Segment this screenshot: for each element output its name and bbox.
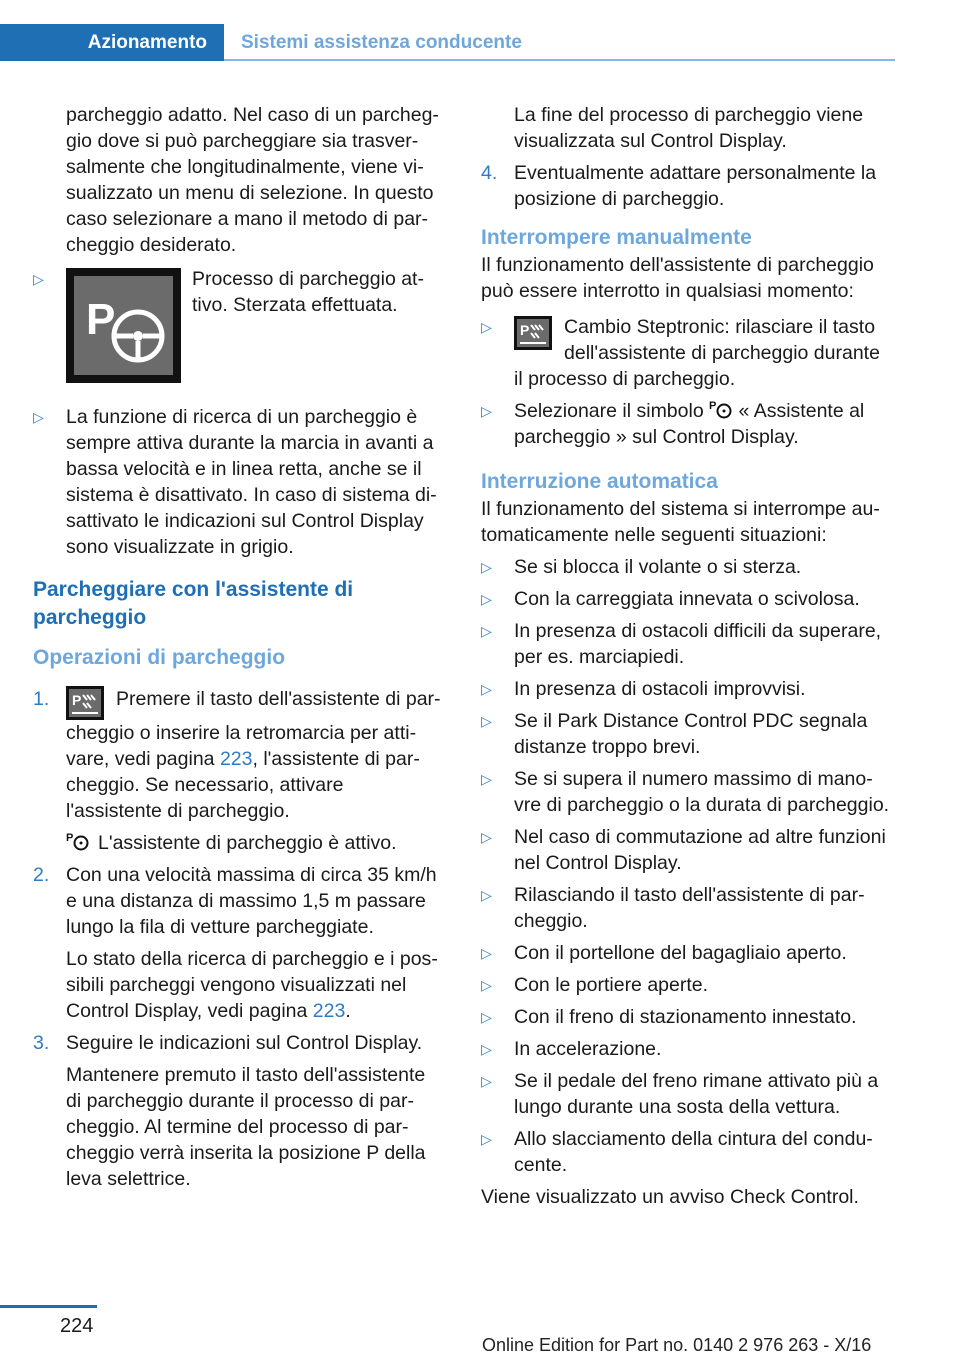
- svg-text:P: P: [86, 295, 116, 344]
- list-item: [33, 404, 443, 560]
- list-item: [481, 1126, 893, 1178]
- bullet-text: Processo di parcheggio attivo. Sterzata effettuata.: [192, 268, 424, 316]
- svg-text:P: P: [709, 400, 717, 412]
- page-link[interactable]: 223: [312, 1000, 346, 1022]
- step-number: 2.: [33, 864, 50, 886]
- list-item: [481, 766, 893, 818]
- list-item: [481, 554, 893, 580]
- step-3: [33, 1030, 443, 1192]
- bullet-icon: ▷: [481, 1041, 492, 1057]
- bullet-text: Allo slacciamento della cintura del conducente.: [514, 1128, 873, 1176]
- list-item: [481, 1068, 893, 1120]
- bullet-icon: ▷: [481, 591, 492, 607]
- bullet-icon: ▷: [481, 887, 492, 903]
- paragraph: Il funzionamento dell'assistente di parcheggio può essere interrotto in qualsiasi momento:: [481, 254, 874, 302]
- bullet-icon: ▷: [481, 319, 492, 335]
- section-heading: Parcheggiare con l'assistente di parcheggio: [33, 578, 354, 629]
- list-item: [481, 676, 893, 702]
- step-number: 4.: [481, 162, 498, 184]
- bullet-icon: ▷: [481, 1009, 492, 1025]
- bullet-text: Se si blocca il volante o si sterza.: [514, 556, 802, 578]
- bullet-icon: ▷: [481, 771, 492, 787]
- parking-steering-icon: [66, 268, 181, 383]
- svg-text:P: P: [72, 692, 82, 708]
- auto-interrupt-list: [481, 554, 893, 1178]
- edition-text: Online Edition for Part no. 0140 2 976 263 - X/16: [482, 1335, 872, 1355]
- paragraph: Il funzionamento del sistema si interrompe automaticamente nelle seguenti situazioni:: [481, 498, 880, 546]
- page-link[interactable]: 223: [219, 748, 253, 770]
- list-item: [481, 824, 893, 876]
- bullet-icon: ▷: [481, 1131, 492, 1147]
- step-text: P Premere il tasto dell'assistente di parcheggio o inserire la retromarcia per attivare, vedi pagina 223, l'assistente di parcheggio. Se necessario, attivare l'assistente di parcheggio.: [66, 688, 441, 822]
- step-text: Lo stato della ricerca di parcheggio e i possibili parcheggi vengono visualizzati nel Control Display, vedi pagina 223.: [66, 948, 438, 1022]
- list-item: [33, 266, 443, 402]
- step-number: 3.: [33, 1032, 50, 1054]
- step-text: Seguire le indicazioni sul Control Display.: [66, 1032, 423, 1054]
- right-column: [481, 102, 893, 1210]
- intro-paragraph: parcheggio adatto. Nel caso di un parcheggio dove si può parcheggiare sia trasversalmente che longitudinalmente, viene visualizzato un menu di selezione. In questo caso selezionare a mano il metodo di parcheggio desiderato.: [66, 104, 439, 256]
- continuation-text: La fine del processo di parcheggio viene visualizzata sul Control Display.: [514, 104, 864, 152]
- footer-rule: [0, 1305, 97, 1308]
- step-text: Con una velocità massima di circa 35 km/h e una distanza di massimo 1,5 m passare lungo la fila di vetture parcheggiate.: [66, 864, 437, 938]
- bullet-icon: ▷: [481, 623, 492, 639]
- bullet-text: Con la carreggiata innevata o scivolosa.: [514, 588, 860, 610]
- bullet-icon: ▷: [481, 559, 492, 575]
- step-number: 1.: [33, 688, 50, 710]
- step-2: [33, 862, 443, 1024]
- list-item: [481, 618, 893, 670]
- bullet-icon: ▷: [481, 945, 492, 961]
- bullet-text: Se il Park Distance Control PDC segnala distanze troppo brevi.: [514, 710, 868, 758]
- closing-text: Viene visualizzato un avviso Check Control.: [481, 1186, 859, 1208]
- bullet-icon: ▷: [481, 713, 492, 729]
- bullet-text: Nel caso di commutazione ad altre funzioni nel Control Display.: [514, 826, 886, 874]
- list-item: [481, 398, 893, 450]
- park-assist-symbol-icon: [709, 398, 733, 420]
- bullet-text: In presenza di ostacoli difficili da superare, per es. marciapiedi.: [514, 620, 882, 668]
- page-number: 224: [60, 1315, 94, 1337]
- section-tab-subsection: Sistemi assistenza conducente: [241, 32, 522, 53]
- bullet-icon: ▷: [481, 681, 492, 697]
- bullet-icon: ▷: [481, 829, 492, 845]
- list-item: [481, 882, 893, 934]
- bullet-icon: ▷: [33, 409, 44, 425]
- list-item: [481, 1004, 893, 1030]
- bullet-text: Con il portellone del bagagliaio aperto.: [514, 942, 847, 964]
- step-status: P L'assistente di parcheggio è attivo.: [66, 832, 397, 854]
- list-item: [481, 314, 893, 392]
- svg-text:P: P: [66, 832, 74, 844]
- bullet-text: Cambio Steptronic: rilasciare il tasto dell'assistente di parcheggio durante il processo di parcheggio.: [514, 316, 880, 390]
- list-item: [481, 708, 893, 760]
- list-item: [481, 1036, 893, 1062]
- subsection-heading: Interrompere manualmente: [481, 226, 752, 249]
- bullet-text: Rilasciando il tasto dell'assistente di parcheggio.: [514, 884, 865, 932]
- svg-text:P: P: [520, 322, 530, 338]
- left-column: [33, 102, 443, 1192]
- park-assist-button-icon: [66, 686, 104, 720]
- bullet-text: In accelerazione.: [514, 1038, 662, 1060]
- park-assist-button-icon: [514, 316, 552, 350]
- subsection-heading: Interruzione automatica: [481, 470, 718, 493]
- list-item: [481, 972, 893, 998]
- bullet-icon: ▷: [481, 977, 492, 993]
- page-header: [0, 24, 895, 62]
- section-tab-active: Azionamento: [0, 24, 224, 61]
- bullet-text: Con le portiere aperte.: [514, 974, 709, 996]
- subsection-heading: Operazioni di parcheggio: [33, 646, 286, 669]
- bullet-text: Con il freno di stazionamento innestato.: [514, 1006, 857, 1028]
- step-text: Eventualmente adattare personalmente la posizione di parcheggio.: [514, 162, 877, 210]
- bullet-icon: ▷: [481, 1073, 492, 1089]
- list-item: [481, 940, 893, 966]
- bullet-icon: ▷: [33, 271, 44, 287]
- list-item: [481, 586, 893, 612]
- step-4: [481, 160, 893, 212]
- bullet-text: La funzione di ricerca di un parcheggio è sempre attiva durante la marcia in avanti a bassa velocità e in linea retta, anche se il sistema è disattivato. In caso di sistema disattivato le indicazioni sul Control Display sono visualizzate in grigio.: [66, 406, 437, 558]
- park-assist-symbol-icon: [66, 830, 90, 852]
- header-rule: [224, 59, 895, 61]
- bullet-text: Selezionare il simbolo P « Assistente al parcheggio » sul Control Display.: [514, 400, 865, 448]
- bullet-text: Se il pedale del freno rimane attivato più a lungo durante una sosta della vettura.: [514, 1070, 879, 1118]
- step-text: Mantenere premuto il tasto dell'assistente di parcheggio durante il processo di parcheggio. Al termine del processo di parcheggio verrà inserita la posizione P della leva selettrice.: [66, 1064, 426, 1190]
- step-1: [33, 686, 443, 856]
- bullet-text: In presenza di ostacoli improvvisi.: [514, 678, 806, 700]
- bullet-text: Se si supera il numero massimo di manovre di parcheggio o la durata di parcheggio.: [514, 768, 890, 816]
- bullet-icon: ▷: [481, 403, 492, 419]
